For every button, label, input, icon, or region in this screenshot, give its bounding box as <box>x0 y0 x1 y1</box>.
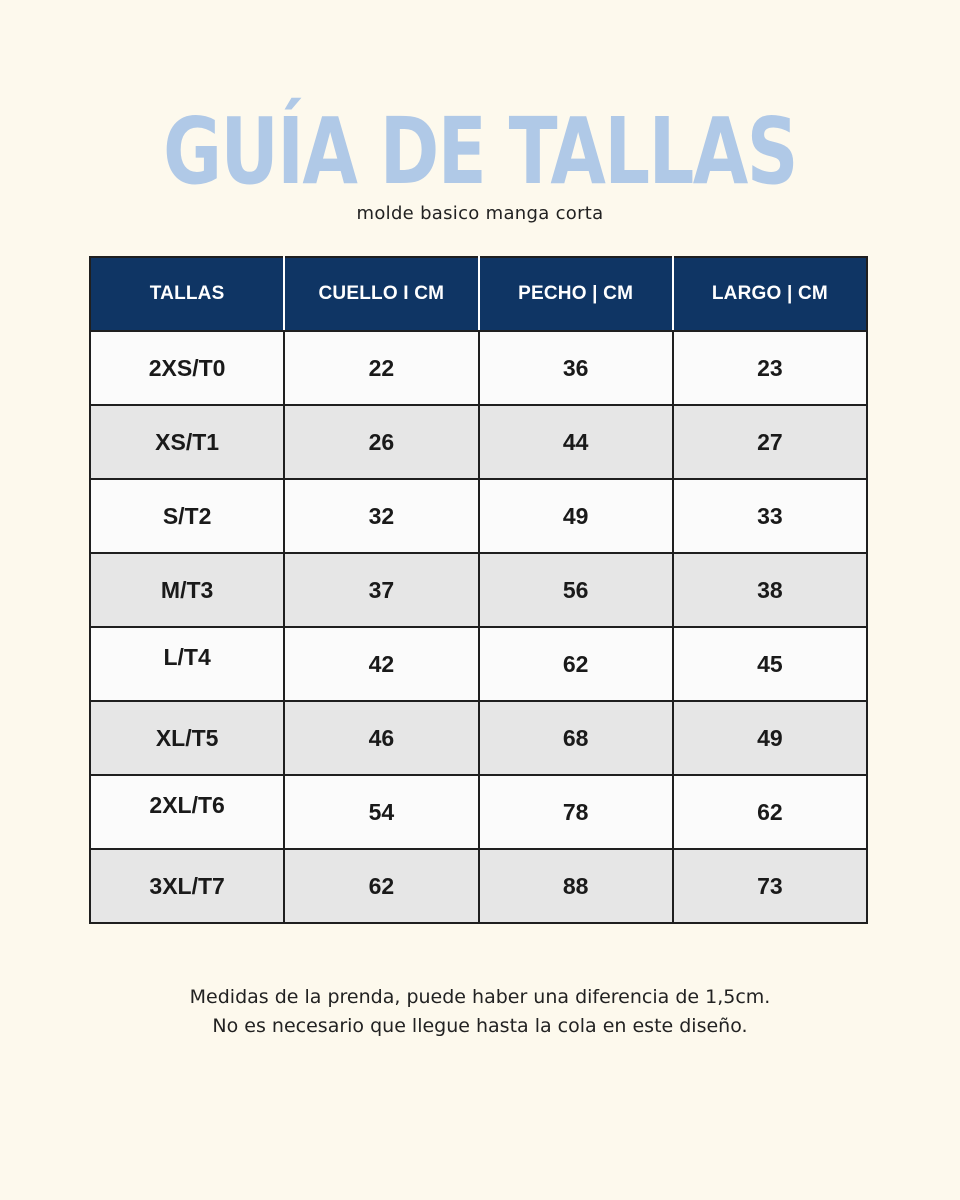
cell-talla: 3XL/T7 <box>90 849 284 923</box>
cell-cuello: 46 <box>284 701 478 775</box>
cell-talla: M/T3 <box>90 553 284 627</box>
cell-cuello: 32 <box>284 479 478 553</box>
cell-largo: 45 <box>673 627 867 701</box>
table-row <box>90 775 867 849</box>
table-row <box>90 627 867 701</box>
cell-pecho: 68 <box>479 701 673 775</box>
cell-cuello: 62 <box>284 849 478 923</box>
table-row <box>90 479 867 553</box>
table-row <box>90 331 867 405</box>
cell-cuello: 42 <box>284 627 478 701</box>
cell-talla: 2XS/T0 <box>90 331 284 405</box>
cell-largo: 38 <box>673 553 867 627</box>
cell-talla: L/T4 <box>90 627 284 701</box>
cell-largo: 62 <box>673 775 867 849</box>
cell-largo: 23 <box>673 331 867 405</box>
cell-pecho: 78 <box>479 775 673 849</box>
cell-pecho: 36 <box>479 331 673 405</box>
size-table-body <box>90 331 867 923</box>
header-cell-tallas: TALLAS <box>90 257 284 331</box>
table-row <box>90 405 867 479</box>
cell-cuello: 37 <box>284 553 478 627</box>
table-row <box>90 701 867 775</box>
note-line-2: No es necesario que llegue hasta la cola en este diseño. <box>212 1015 748 1037</box>
size-table <box>89 256 868 924</box>
cell-pecho: 56 <box>479 553 673 627</box>
table-row <box>90 553 867 627</box>
cell-talla: S/T2 <box>90 479 284 553</box>
table-row <box>90 849 867 923</box>
measurement-note <box>0 983 960 1041</box>
cell-cuello: 26 <box>284 405 478 479</box>
page-subtitle: molde basico manga corta <box>356 203 604 224</box>
cell-largo: 27 <box>673 405 867 479</box>
cell-pecho: 49 <box>479 479 673 553</box>
cell-talla: XS/T1 <box>90 405 284 479</box>
header-cell-largo: LARGO | CM <box>673 257 867 331</box>
cell-largo: 49 <box>673 701 867 775</box>
page-title: GUÍA DE TALLAS <box>163 98 797 205</box>
cell-pecho: 62 <box>479 627 673 701</box>
cell-cuello: 54 <box>284 775 478 849</box>
cell-cuello: 22 <box>284 331 478 405</box>
cell-talla: 2XL/T6 <box>90 775 284 849</box>
header-row <box>90 257 867 331</box>
note-line-1: Medidas de la prenda, puede haber una diferencia de 1,5cm. <box>189 986 771 1008</box>
cell-pecho: 44 <box>479 405 673 479</box>
cell-talla: XL/T5 <box>90 701 284 775</box>
cell-largo: 33 <box>673 479 867 553</box>
cell-pecho: 88 <box>479 849 673 923</box>
cell-largo: 73 <box>673 849 867 923</box>
size-table-header <box>90 257 867 331</box>
header-cell-cuello: CUELLO I CM <box>284 257 478 331</box>
header-cell-pecho: PECHO | CM <box>479 257 673 331</box>
